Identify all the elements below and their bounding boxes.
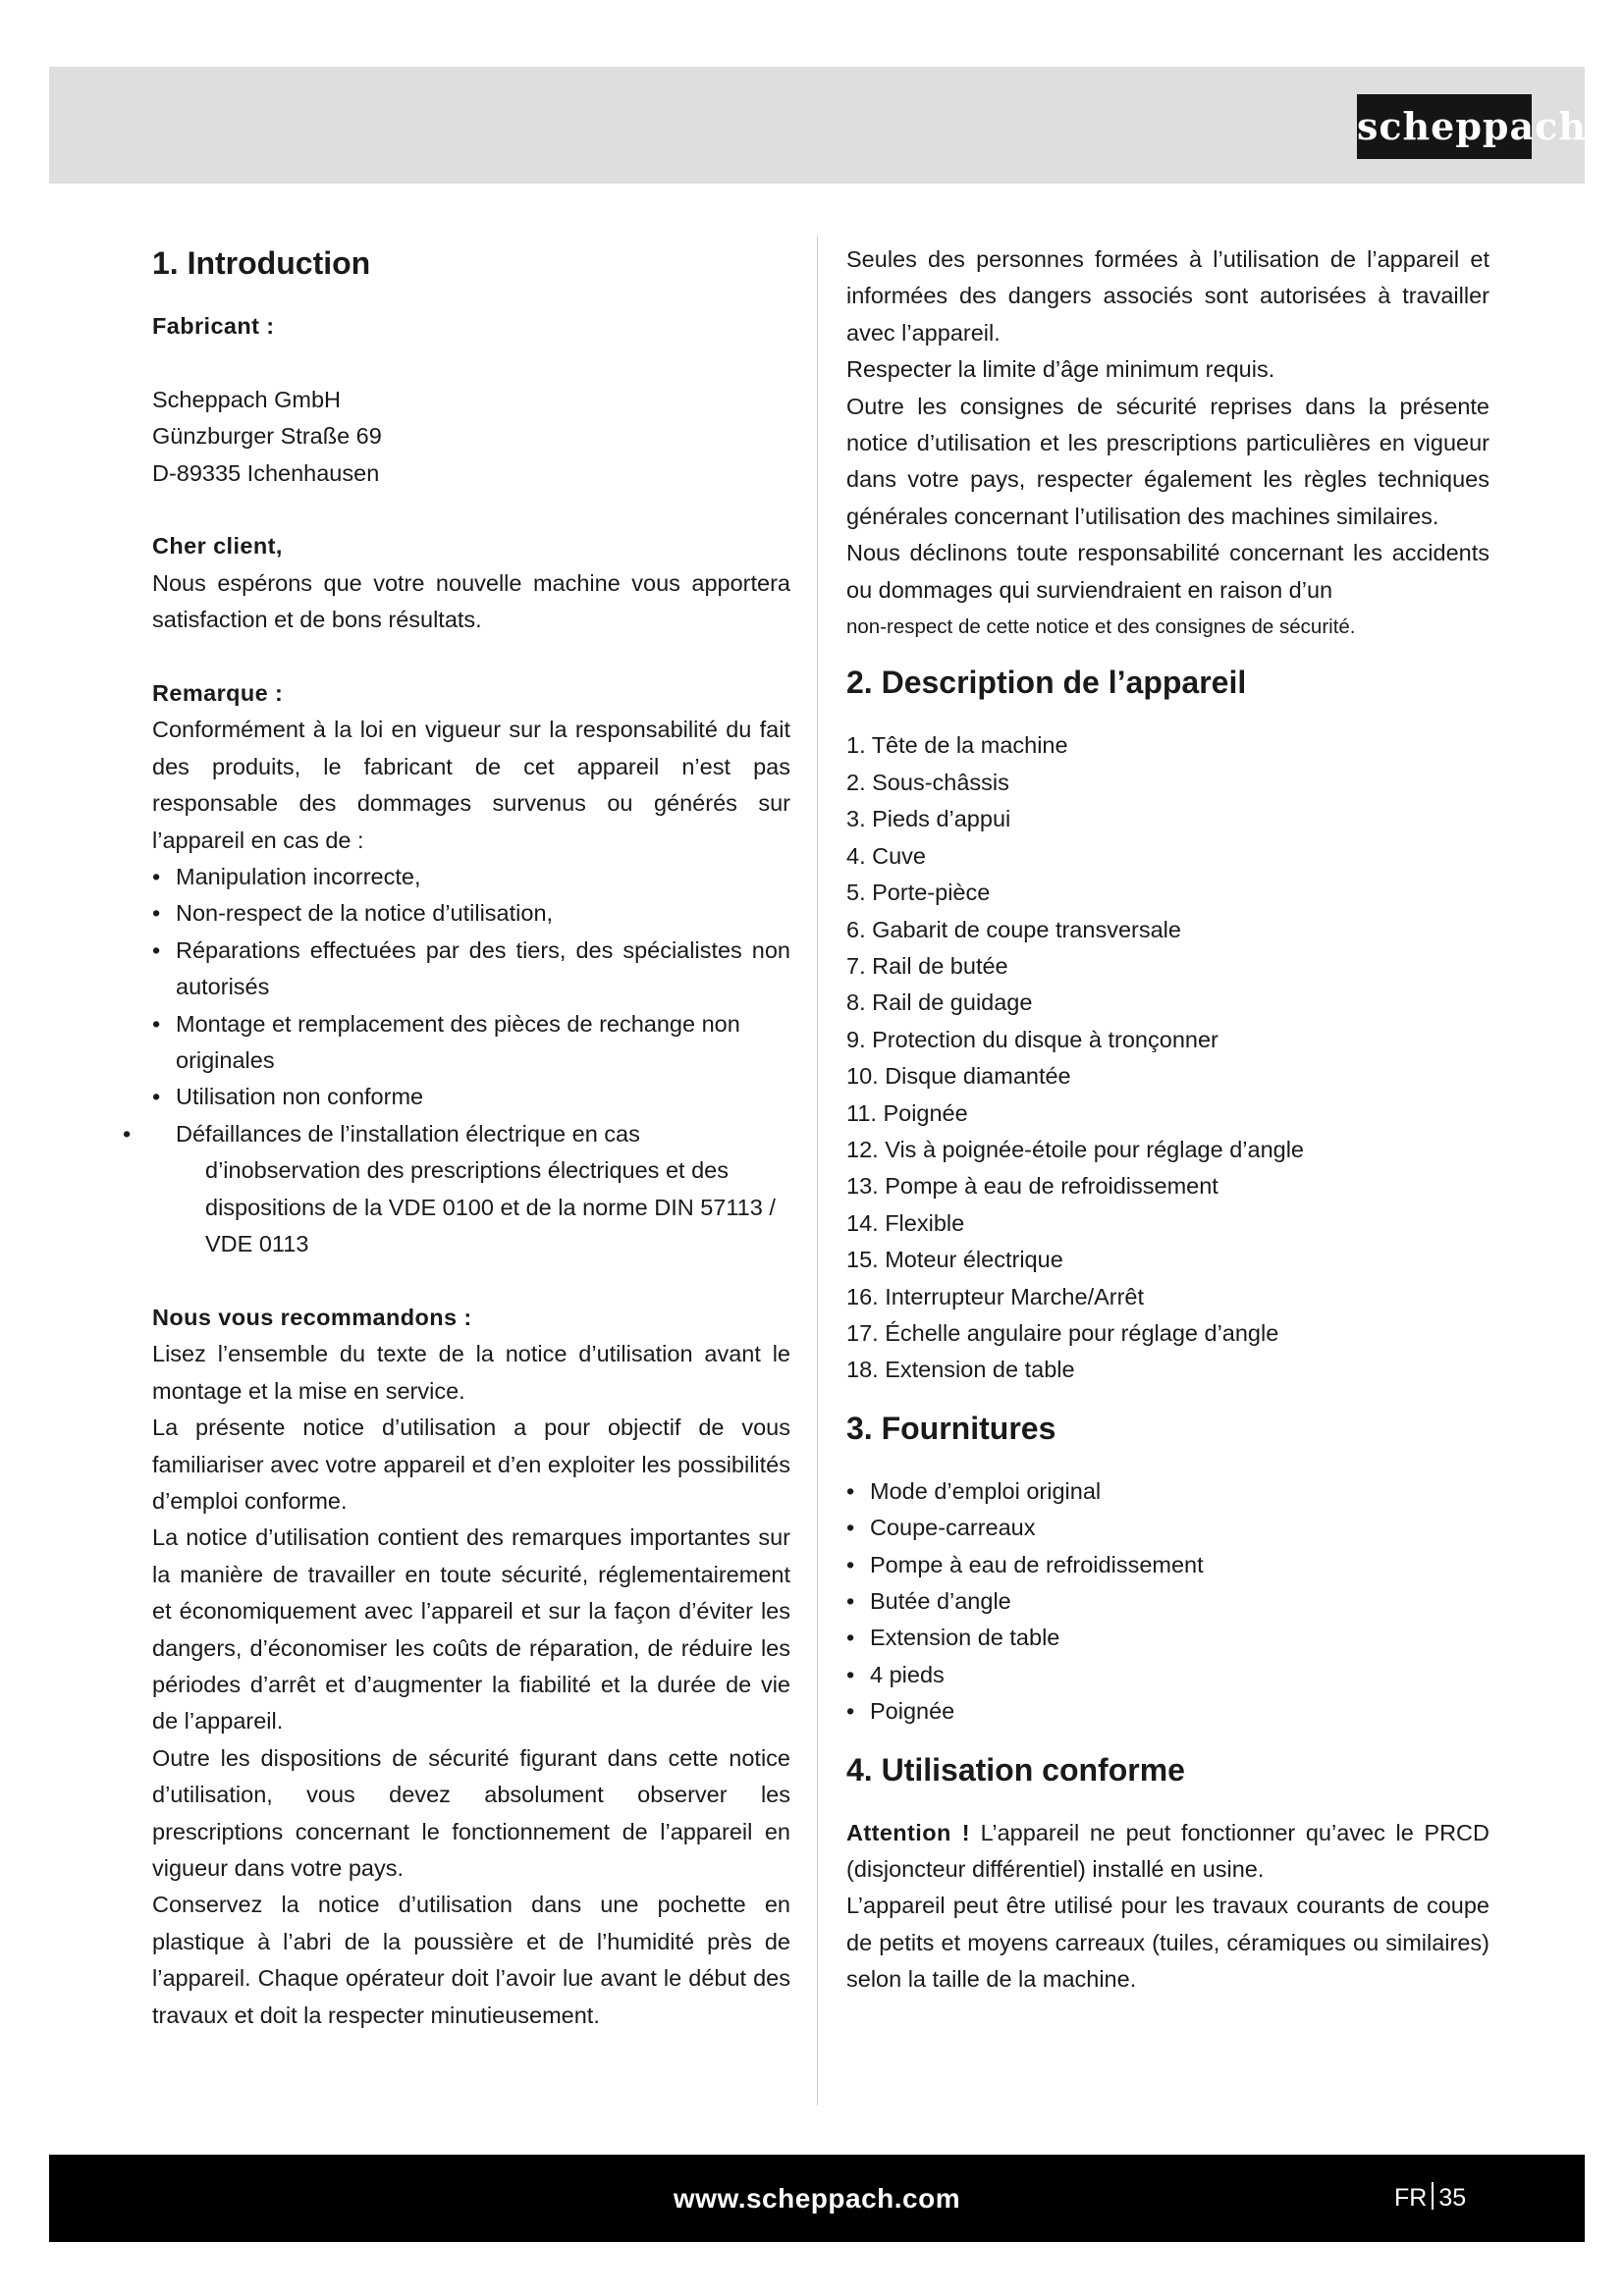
list-item: 3. Pieds d’appui (846, 806, 1011, 832)
list-item: 4. Cuve (846, 842, 926, 869)
intro-paragraph: Respecter la limite d’âge minimum requis. (846, 356, 1275, 383)
recommend-paragraph: Outre les dispositions de sécurité figurant dans cette notice d’utilisation, vous devez absolument observer les prescriptions concernant le fonctionnement de l’appareil en vigueur dans votre pays. (152, 1744, 790, 1881)
list-item: • Défaillances de l’installation électrique en cas d’inobservation des prescriptions électriques et des dispositions de la VDE 0100 et de la norme DIN 57113 / VDE 0113 (152, 1116, 790, 1263)
intro-paragraph: Nous déclinons toute responsabilité concernant les accidents ou dommages qui surviendraient en raison d’un (846, 540, 1489, 603)
intro-paragraph: Seules des personnes formées à l’utilisation de l’appareil et informées des dangers associés sont autorisées à travailler avec l’appareil. (846, 246, 1489, 346)
use-heading: 4. Utilisation conforme (846, 1751, 1185, 1788)
use-attention-paragraph (846, 1815, 1489, 1889)
list-item: 17. Échelle angulaire pour réglage d’angle (846, 1319, 1279, 1346)
scheppach-logo: scheppach (1357, 94, 1532, 159)
recommend-paragraph: Conservez la notice d’utilisation dans une pochette en plastique à l’abri de la poussière et de l’humidité près de l’appareil. Chaque opérateur doit l’avoir lue avant le début des travaux et doit la respecter minutieusement. (152, 1892, 790, 2028)
page-number (1394, 2155, 1466, 2242)
list-item: 16. Interrupteur Marche/Arrêt (846, 1283, 1145, 1309)
list-item: 9. Protection du disque à tronçonner (846, 1026, 1218, 1052)
separator (1432, 2182, 1434, 2210)
list-item: 8. Rail de guidage (846, 989, 1033, 1016)
list-item: • Réparations effectuées par des tiers, des spécialistes non autorisés (152, 933, 790, 1006)
list-item: 11. Poignée (846, 1099, 968, 1126)
list-item: 6. Gabarit de coupe transversale (846, 916, 1181, 942)
header-band (49, 67, 1585, 184)
list-item: • Manipulation incorrecte, (152, 859, 790, 895)
website-link[interactable]: www.scheppach.com (673, 2183, 961, 2214)
manufacturer-line: Scheppach GmbH (152, 386, 342, 412)
list-item: • Mode d’emploi original (846, 1473, 1489, 1510)
recommend-paragraph: Lisez l’ensemble du texte de la notice d’utilisation avant le montage et la mise en service. (152, 1341, 790, 1404)
language-code: FR (1394, 2184, 1428, 2212)
list-item: 15. Moteur électrique (846, 1247, 1063, 1273)
list-item: • Coupe-carreaux (846, 1510, 1489, 1546)
recommend-paragraph: La présente notice d’utilisation a pour objectif de vous familiariser avec votre appareil et d’en exploiter les possibilités d’emploi conforme. (152, 1415, 790, 1514)
list-item: 1. Tête de la machine (846, 732, 1068, 759)
manufacturer-line: D-89335 Ichenhausen (152, 459, 380, 486)
list-item: • Non-respect de la notice d’utilisation, (152, 895, 790, 932)
remark-label: Remarque : (152, 680, 284, 707)
list-item: 10. Disque diamantée (846, 1063, 1071, 1090)
remark-list (152, 859, 790, 1262)
right-column (846, 241, 1489, 1999)
use-text: L’appareil peut être utilisé pour les travaux courants de coupe de petits et moyens carreaux (tuiles, céramiques ou similaires) selon la taille de la machine. (846, 1893, 1489, 1993)
dear-label: Cher client, (152, 533, 283, 560)
description-list (846, 727, 1489, 1388)
recommend-paragraph: La notice d’utilisation contient des remarques importantes sur la manière de travailler en toute sécurité, réglementairement et économiquement avec l’appareil et sur la façon d’éviter les dangers, d’économiser les coûts de réparation, de réduire les périodes d’arrêt et d’augmenter la fiabilité et la durée de vie de l’appareil. (152, 1524, 790, 1735)
column-divider (817, 236, 818, 2106)
supplies-list (846, 1473, 1489, 1731)
list-item: • Montage et remplacement des pièces de rechange non originales (152, 1006, 790, 1080)
attention-label: Attention ! (846, 1819, 970, 1845)
attention-text: L’appareil ne peut fonctionner qu’avec le PRCD (disjoncteur différentiel) installé en usine. (846, 1819, 1489, 1883)
footer-bar (49, 2155, 1585, 2242)
list-item: • Poignée (846, 1693, 1489, 1730)
supplies-heading: 3. Fournitures (846, 1410, 1056, 1446)
list-item: • Pompe à eau de refroidissement (846, 1547, 1489, 1583)
list-item: 18. Extension de table (846, 1357, 1075, 1383)
list-item: 2. Sous-châssis (846, 769, 1009, 795)
intro-paragraph: Outre les consignes de sécurité reprises dans la présente notice d’utilisation et les prescriptions particulières en vigueur dans votre pays, respecter également les règles techniques générales concernant l’utilisation des machines similaires. (846, 393, 1489, 529)
manufacturer-line: Günzburger Straße 69 (152, 423, 382, 450)
intro-heading: 1. Introduction (152, 245, 371, 281)
list-item: • Butée d’angle (846, 1583, 1489, 1620)
list-item: • Extension de table (846, 1620, 1489, 1656)
dear-text: Nous espérons que votre nouvelle machine vous apportera satisfaction et de bons résultats. (152, 569, 790, 633)
page-value: 35 (1438, 2184, 1467, 2212)
remark-text: Conformément à la loi en vigueur sur la responsabilité du fait des produits, le fabricant de cet appareil n’est pas responsable des dommages survenus ou générés sur l’appareil en cas de : (152, 717, 790, 853)
list-item: 5. Porte-pièce (846, 880, 991, 906)
description-heading: 2. Description de l’appareil (846, 665, 1247, 701)
list-item: 12. Vis à poignée-étoile pour réglage d’angle (846, 1136, 1304, 1162)
list-item: 7. Rail de butée (846, 952, 1008, 979)
intro-last-line: non-respect de cette notice et des consignes de sécurité. (846, 615, 1356, 639)
list-item: • Utilisation non conforme (152, 1079, 790, 1115)
list-item: • 4 pieds (846, 1657, 1489, 1693)
recommend-label: Nous vous recommandons : (152, 1304, 472, 1330)
left-column (152, 241, 790, 2034)
manufacturer-label: Fabricant : (152, 313, 275, 339)
list-item: 13. Pompe à eau de refroidissement (846, 1173, 1218, 1200)
list-item: 14. Flexible (846, 1209, 965, 1236)
